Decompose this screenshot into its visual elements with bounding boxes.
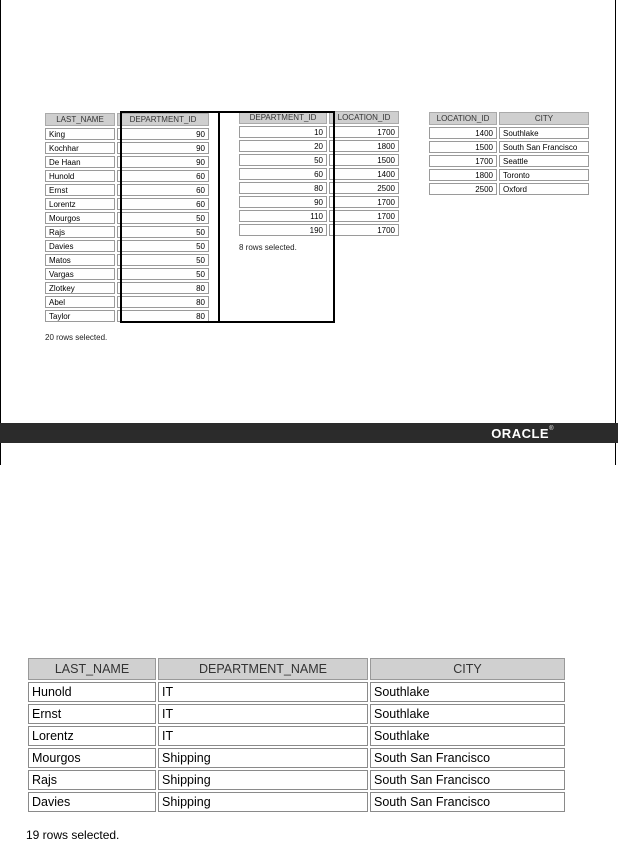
table-cell: Southlake [370, 682, 565, 702]
table-row [28, 748, 565, 768]
footer-bar [0, 423, 618, 443]
table-cell: 1700 [429, 155, 497, 167]
table-cell: Toronto [499, 169, 589, 181]
table-cell: IT [158, 726, 368, 746]
table-cell: Hunold [45, 170, 115, 182]
table-row [239, 140, 399, 152]
column-header: LAST_NAME [45, 113, 115, 126]
table-cell: 1700 [329, 196, 399, 208]
table-cell: Matos [45, 254, 115, 266]
column-header: LOCATION_ID [429, 112, 497, 125]
departments-header-row [239, 111, 399, 124]
table-cell: Southlake [499, 127, 589, 139]
table-cell: Zlotkey [45, 282, 115, 294]
table-row [45, 310, 209, 322]
column-header: CITY [370, 658, 565, 680]
table-cell: 2500 [429, 183, 497, 195]
table-cell: 50 [117, 226, 209, 238]
table-row [239, 154, 399, 166]
column-header: LAST_NAME [28, 658, 156, 680]
table-cell: Davies [28, 792, 156, 812]
table-cell: 50 [117, 212, 209, 224]
table-row [429, 155, 589, 167]
table-cell: South San Francisco [370, 748, 565, 768]
table-cell: 1700 [329, 126, 399, 138]
table-row [45, 296, 209, 308]
table-row [45, 156, 209, 168]
table-row [429, 169, 589, 181]
column-header: DEPARTMENT_NAME [158, 658, 368, 680]
table-cell: 60 [117, 170, 209, 182]
column-header: LOCATION_ID [329, 111, 399, 124]
table-cell: 20 [239, 140, 327, 152]
table-row [45, 240, 209, 252]
table-row [28, 704, 565, 724]
table-cell: Mourgos [28, 748, 156, 768]
table-row [28, 792, 565, 812]
table-cell: Mourgos [45, 212, 115, 224]
oracle-logo [491, 426, 554, 441]
table-row [45, 170, 209, 182]
table-cell: Shipping [158, 792, 368, 812]
table-row [429, 183, 589, 195]
table-cell: 50 [117, 254, 209, 266]
table-cell: 90 [117, 142, 209, 154]
departments-rows-note: 8 rows selected. [239, 243, 297, 252]
table-cell: 90 [117, 156, 209, 168]
table-cell: Shipping [158, 770, 368, 790]
table-cell: Shipping [158, 748, 368, 768]
employees-header-row [45, 113, 209, 126]
column-header: DEPARTMENT_ID [239, 111, 327, 124]
table-cell: Southlake [370, 726, 565, 746]
table-cell: Abel [45, 296, 115, 308]
table-row [45, 142, 209, 154]
table-cell: South San Francisco [370, 792, 565, 812]
table-cell: 1400 [329, 168, 399, 180]
table-cell: Oxford [499, 183, 589, 195]
table-row [239, 210, 399, 222]
table-cell: 60 [117, 184, 209, 196]
table-cell: 1700 [329, 224, 399, 236]
table-row [28, 770, 565, 790]
table-cell: 80 [117, 282, 209, 294]
table-row [239, 224, 399, 236]
table-row [429, 127, 589, 139]
join-highlight-divider [218, 111, 220, 323]
table-cell: Lorentz [45, 198, 115, 210]
table-cell: Ernst [28, 704, 156, 724]
table-row [45, 254, 209, 266]
table-row [28, 682, 565, 702]
registered-mark: ® [549, 426, 554, 432]
table-cell: Taylor [45, 310, 115, 322]
employees-table [43, 111, 211, 324]
table-cell: 1800 [329, 140, 399, 152]
table-cell: IT [158, 682, 368, 702]
departments-table [237, 109, 401, 238]
table-cell: 80 [117, 296, 209, 308]
table-row [45, 282, 209, 294]
locations-header-row [429, 112, 589, 125]
table-cell: 80 [117, 310, 209, 322]
table-cell: Rajs [28, 770, 156, 790]
table-cell: 1800 [429, 169, 497, 181]
table-cell: Lorentz [28, 726, 156, 746]
table-row [239, 196, 399, 208]
table-cell: 90 [117, 128, 209, 140]
table-cell: 60 [239, 168, 327, 180]
table-row [239, 168, 399, 180]
table-cell: Rajs [45, 226, 115, 238]
table-row [45, 268, 209, 280]
table-cell: South San Francisco [499, 141, 589, 153]
table-cell: Hunold [28, 682, 156, 702]
table-cell: Seattle [499, 155, 589, 167]
table-row [45, 128, 209, 140]
table-row [429, 141, 589, 153]
table-cell: South San Francisco [370, 770, 565, 790]
table-cell: 1700 [329, 210, 399, 222]
table-cell: 10 [239, 126, 327, 138]
column-header: DEPARTMENT_ID [117, 113, 209, 126]
table-cell: Ernst [45, 184, 115, 196]
departments-body [239, 126, 399, 236]
employees-body [45, 128, 209, 322]
table-cell: 50 [117, 268, 209, 280]
table-cell: King [45, 128, 115, 140]
table-row [45, 212, 209, 224]
table-cell: 1500 [329, 154, 399, 166]
table-cell: Vargas [45, 268, 115, 280]
locations-body [429, 127, 589, 195]
result-body [28, 682, 565, 812]
table-cell: 60 [117, 198, 209, 210]
result-rows-note: 19 rows selected. [26, 828, 120, 842]
table-cell: Kochhar [45, 142, 115, 154]
table-cell: Davies [45, 240, 115, 252]
table-cell: IT [158, 704, 368, 724]
table-row [45, 198, 209, 210]
employees-rows-note: 20 rows selected. [45, 333, 108, 342]
table-row [45, 226, 209, 238]
table-row [239, 182, 399, 194]
result-header-row [28, 658, 565, 680]
table-cell: Southlake [370, 704, 565, 724]
table-row [45, 184, 209, 196]
table-cell: 110 [239, 210, 327, 222]
table-cell: 90 [239, 196, 327, 208]
table-row [28, 726, 565, 746]
table-cell: 50 [239, 154, 327, 166]
table-cell: 50 [117, 240, 209, 252]
result-table [26, 656, 567, 814]
table-cell: 80 [239, 182, 327, 194]
column-header: CITY [499, 112, 589, 125]
locations-table [427, 110, 591, 197]
oracle-logo-text: ORACLE [491, 426, 550, 441]
table-row [239, 126, 399, 138]
table-cell: 2500 [329, 182, 399, 194]
table-cell: De Haan [45, 156, 115, 168]
table-cell: 1500 [429, 141, 497, 153]
table-cell: 190 [239, 224, 327, 236]
table-cell: 1400 [429, 127, 497, 139]
